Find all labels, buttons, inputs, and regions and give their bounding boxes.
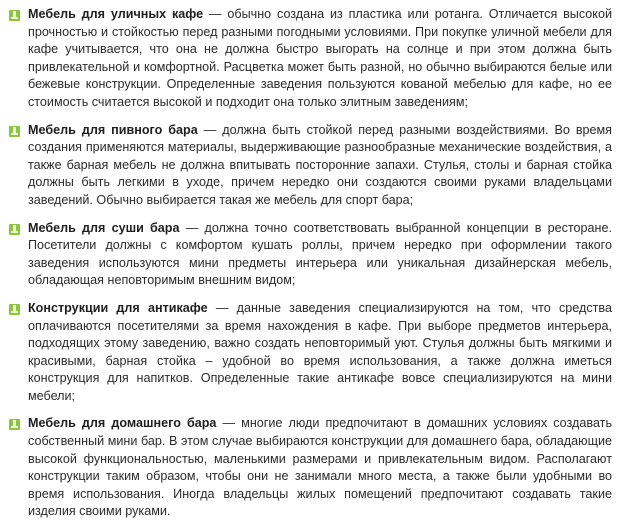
item-text: — данные заведения специализируются на том, что средства оплачиваются посетителями за время нахождения в кафе. При выборе предметов интерьера, подходящих этому заведению, важно создать неповторимый уют. Стулья должны быть мягкими и красивыми, барная стойка – удобной во время использования, а также должна иметься конструкция для напитков. Определенные такие антикафе вовсе специализируются на мини мебели; bbox=[28, 300, 612, 403]
list-item bbox=[9, 122, 612, 210]
list-item bbox=[9, 6, 612, 112]
bullet-icon bbox=[9, 126, 20, 137]
item-text: — должна быть стойкой перед разными воздействиями. Во время создания применяются материалы, выдерживающие разнообразные механические воздействия, а также барная мебель не должна впитывать посторонние запахи. Стулья, столы и барная стойка должны быть легкими в уходе, причем нередко они создаются своими руками владельцами заведений. Обычно выбирается такая же мебель для спорт бара; bbox=[28, 122, 612, 207]
bullet-icon bbox=[9, 419, 20, 430]
bullet-icon bbox=[9, 224, 20, 235]
bullet-icon bbox=[9, 10, 20, 21]
item-term: Мебель для домашнего бара bbox=[28, 416, 217, 431]
item-text: — многие люди предпочитают в домашних условиях создавать собственный мини бар. В этом случае выбираются конструкции для домашнего бара, обладающие высокой функциональностью, маленькими размерами и привлекательным видом. Располагают конструкции таким образом, чтобы они не занимали много места, а также были удобными во время использования. Иногда владельцы жилых помещений предпочитают создавать такие изделия своими руками. bbox=[28, 416, 613, 519]
list-item bbox=[9, 415, 612, 521]
item-term: Мебель для пивного бара bbox=[28, 122, 198, 137]
item-text: — обычно создана из пластика или ротанга. Отличается высокой прочностью и стойкостью перед разными погодными условиями. При покупке уличной мебели для кафе учитывается, что она не должна быстро выгорать на солнце и при этом должна быть привлекательной и комфортной. Расцветка может быть разной, но обычно выбираются белые или бежевые конструкции. Определенные заведения пользуются кованой мебелью для кафе, но ее стоимость считается высокой и подходит она только элитным заведениям; bbox=[28, 7, 612, 109]
list-item bbox=[9, 300, 612, 406]
item-term: Мебель для уличных кафе bbox=[28, 7, 204, 21]
list-item bbox=[9, 220, 612, 290]
item-term: Конструкции для антикафе bbox=[28, 300, 208, 315]
item-text: — должна точно соответствовать выбранной концепции в ресторане. Посетители должны с комфортом кушать роллы, причем нередко при оформлении такого заведения используются мини предметы интерьера или уникальная дизайнерская мебель, обладающая неповторимым внешним видом; bbox=[28, 220, 613, 288]
bullet-icon bbox=[9, 304, 20, 315]
item-term: Мебель для суши бара bbox=[28, 220, 180, 235]
